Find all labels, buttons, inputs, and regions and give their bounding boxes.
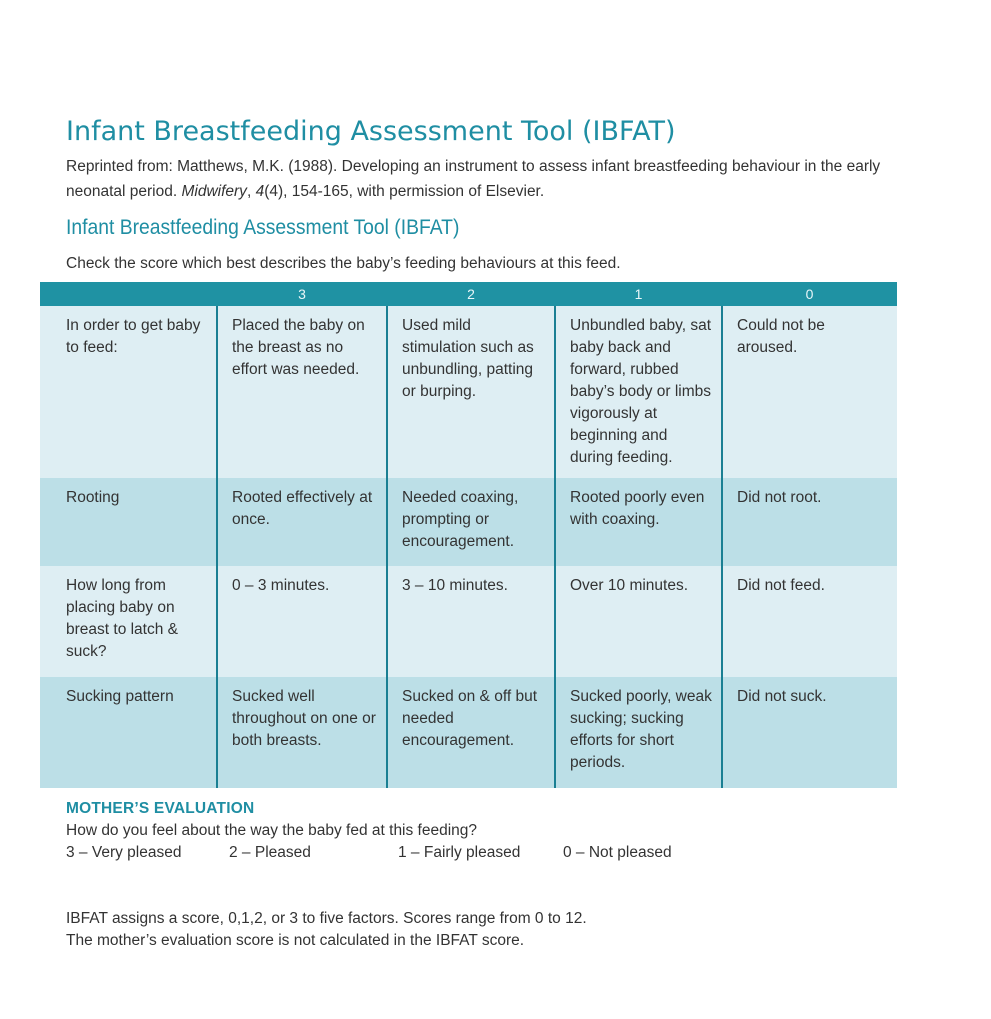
mothers-evaluation — [66, 798, 766, 864]
table-row — [40, 677, 897, 788]
citation-volume: 4 — [255, 183, 265, 200]
score-header-row — [40, 282, 897, 306]
citation-comma: , — [246, 183, 256, 200]
score-0-cell: Did not suck. — [722, 677, 897, 788]
score-2-cell: Used mild stimulation such as unbundling, patting or burping. — [387, 306, 555, 478]
score-0-cell: Could not be aroused. — [722, 306, 897, 478]
score-1-cell: Rooted poorly even with coaxing. — [555, 478, 722, 566]
header-score-0: 0 — [722, 282, 897, 306]
citation-pages: (4), 154-165, with permission of Elsevier. — [264, 183, 545, 200]
score-3-cell: 0 – 3 minutes. — [217, 566, 387, 677]
option-not-pleased: 0 – Not pleased — [563, 844, 672, 861]
score-0-cell: Did not root. — [722, 478, 897, 566]
scoring-note: IBFAT assigns a score, 0,1,2, or 3 to five factors. Scores range from 0 to 12. — [66, 910, 587, 927]
instruction-text: Check the score which best describes the baby’s feeding behaviours at this feed. — [66, 255, 621, 272]
row-criterion: Rooting — [40, 478, 217, 566]
row-criterion: Sucking pattern — [40, 677, 217, 788]
citation — [66, 154, 916, 204]
citation-text: Reprinted from: Matthews, M.K. (1988). Developing an instrument to assess infant breastfeeding behaviour in the early neonatal period. — [66, 158, 881, 200]
citation-journal: Midwifery — [181, 183, 247, 200]
score-1-cell: Unbundled baby, sat baby back and forward, rubbed baby’s body or limbs vigorously at beginning and during feeding. — [555, 306, 722, 478]
header-score-2: 2 — [387, 282, 555, 306]
header-score-3: 3 — [217, 282, 387, 306]
score-1-cell: Sucked poorly, weak sucking; sucking efforts for short periods. — [555, 677, 722, 788]
score-3-cell: Rooted effectively at once. — [217, 478, 387, 566]
option-pleased: 2 – Pleased — [229, 844, 311, 861]
table-row — [40, 566, 897, 677]
header-criterion — [40, 282, 217, 306]
score-1-cell: Over 10 minutes. — [555, 566, 722, 677]
scoring-note: The mother’s evaluation score is not calculated in the IBFAT score. — [66, 932, 525, 949]
score-2-cell: Sucked on & off but needed encouragement. — [387, 677, 555, 788]
row-criterion: In order to get baby to feed: — [40, 306, 217, 478]
assessment-table — [40, 282, 897, 788]
score-2-cell: 3 – 10 minutes. — [387, 566, 555, 677]
score-3-cell: Placed the baby on the breast as no effort was needed. — [217, 306, 387, 478]
score-3-cell: Sucked well throughout on one or both breasts. — [217, 677, 387, 788]
header-score-1: 1 — [555, 282, 722, 306]
mothers-evaluation-question: How do you feel about the way the baby fed at this feeding? — [66, 822, 478, 839]
scoring-notes — [66, 908, 587, 952]
table-row — [40, 306, 897, 478]
document-title: Infant Breastfeeding Assessment Tool (IBFAT) — [66, 116, 676, 147]
option-fairly-pleased: 1 – Fairly pleased — [398, 844, 521, 861]
section-title: Infant Breastfeeding Assessment Tool (IBFAT) — [66, 216, 460, 239]
mothers-evaluation-heading: MOTHER’S EVALUATION — [66, 800, 255, 817]
mothers-evaluation-options — [66, 842, 766, 864]
score-2-cell: Needed coaxing, prompting or encouragement. — [387, 478, 555, 566]
option-very-pleased: 3 – Very pleased — [66, 844, 182, 861]
score-0-cell: Did not feed. — [722, 566, 897, 677]
row-criterion: How long from placing baby on breast to latch & suck? — [40, 566, 217, 677]
table-row — [40, 478, 897, 566]
